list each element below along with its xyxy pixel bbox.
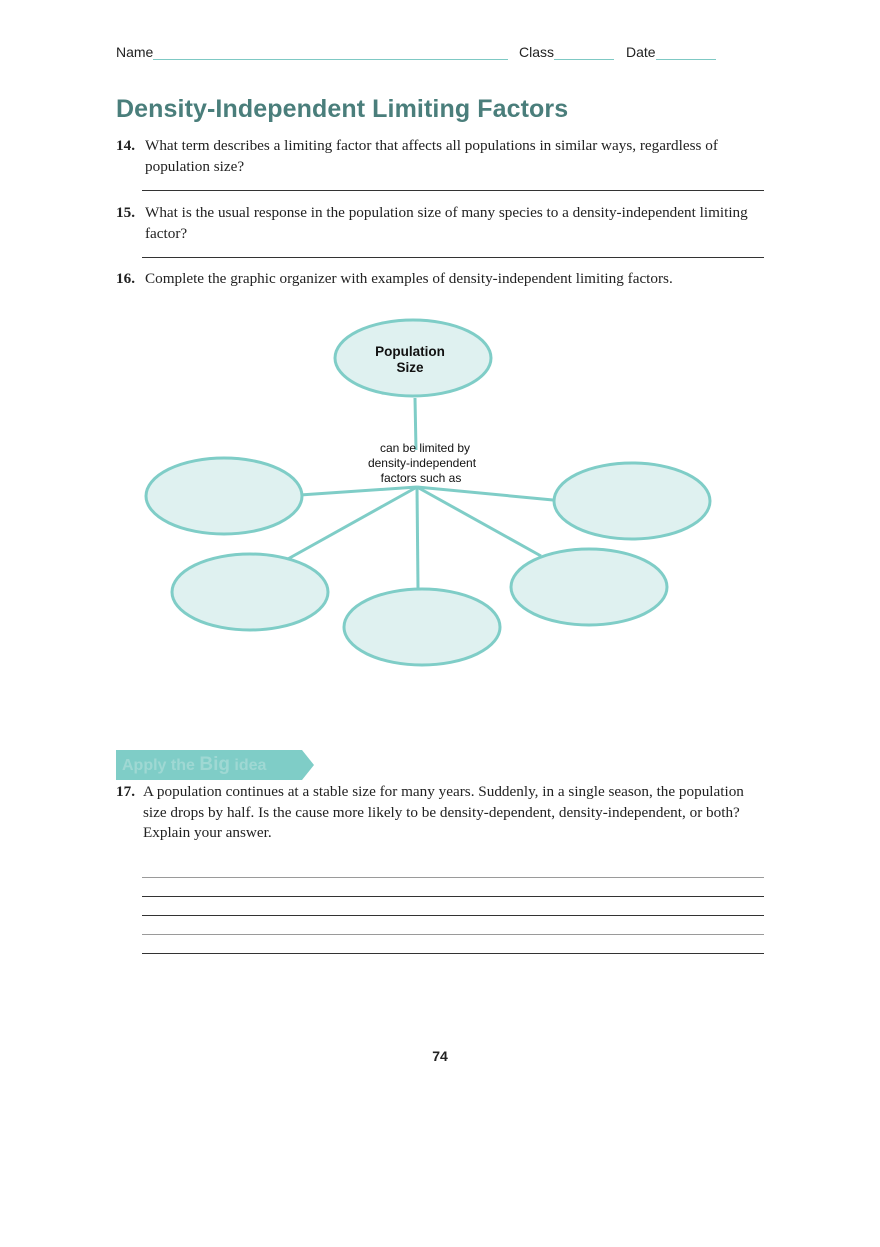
answer-line-17-1[interactable]: [142, 877, 764, 878]
center-label-line2: Size: [396, 360, 424, 375]
answer-line-17-4[interactable]: [142, 934, 764, 935]
banner-text-post: idea: [229, 757, 267, 774]
banner-text-pre: Apply the: [122, 757, 200, 774]
class-blank[interactable]: [554, 45, 614, 60]
name-field[interactable]: [116, 44, 508, 60]
connector-text-line3: factors such as: [380, 471, 462, 485]
apply-big-idea-banner: [116, 750, 314, 780]
question-text: Complete the graphic organizer with examples of density-independent limiting factors.: [145, 270, 673, 287]
question-text: What term describes a limiting factor that affects all populations in similar ways, regardless of population size?: [145, 137, 718, 175]
question-number: 17.: [116, 783, 135, 800]
date-label: Date: [626, 44, 656, 60]
name-blank[interactable]: [153, 45, 508, 60]
answer-bubble-3[interactable]: [172, 554, 328, 630]
center-label-line1: Population: [375, 344, 445, 359]
connector-text-line1: can be limited by: [379, 441, 471, 455]
banner-text: [122, 754, 266, 776]
answer-line-17-2[interactable]: [142, 896, 764, 897]
connector-line: [286, 487, 417, 560]
connector-lines: [286, 398, 553, 588]
date-blank[interactable]: [656, 45, 716, 60]
answer-bubble-2[interactable]: [554, 463, 710, 539]
answer-bubble-5[interactable]: [344, 589, 500, 665]
question-number: 14.: [116, 137, 135, 154]
question-16: [116, 269, 766, 290]
page-number: 74: [432, 1048, 448, 1064]
answer-line-14[interactable]: [142, 190, 764, 191]
answer-bubble-4[interactable]: [511, 549, 667, 625]
question-text: A population continues at a stable size for many years. Suddenly, in a single season, the population size drops by half. Is the cause more likely to be density-dependent, density-independent, or both? Explain your answer.: [143, 783, 744, 841]
answer-line-17-3[interactable]: [142, 915, 764, 916]
connector-line: [300, 487, 417, 495]
name-label: Name: [116, 44, 154, 60]
question-number: 15.: [116, 204, 135, 221]
question-15: [116, 203, 766, 244]
banner-text-big: Big: [199, 754, 230, 775]
class-label: Class: [519, 44, 555, 60]
question-17: [116, 782, 766, 844]
page-title: Density-Independent Limiting Factors: [116, 95, 569, 123]
graphic-organizer: [0, 310, 880, 690]
question-14: [116, 136, 766, 177]
question-text: What is the usual response in the population size of many species to a density-independent limiting factor?: [145, 204, 748, 242]
connector-text-line2: density-independent: [367, 456, 477, 470]
date-field[interactable]: [626, 44, 716, 60]
question-number: 16.: [116, 270, 135, 287]
connector-line: [417, 487, 418, 588]
class-field[interactable]: [519, 44, 614, 60]
answer-line-17-5[interactable]: [142, 953, 764, 954]
answer-bubble-1[interactable]: [146, 458, 302, 534]
answer-line-15[interactable]: [142, 257, 764, 258]
